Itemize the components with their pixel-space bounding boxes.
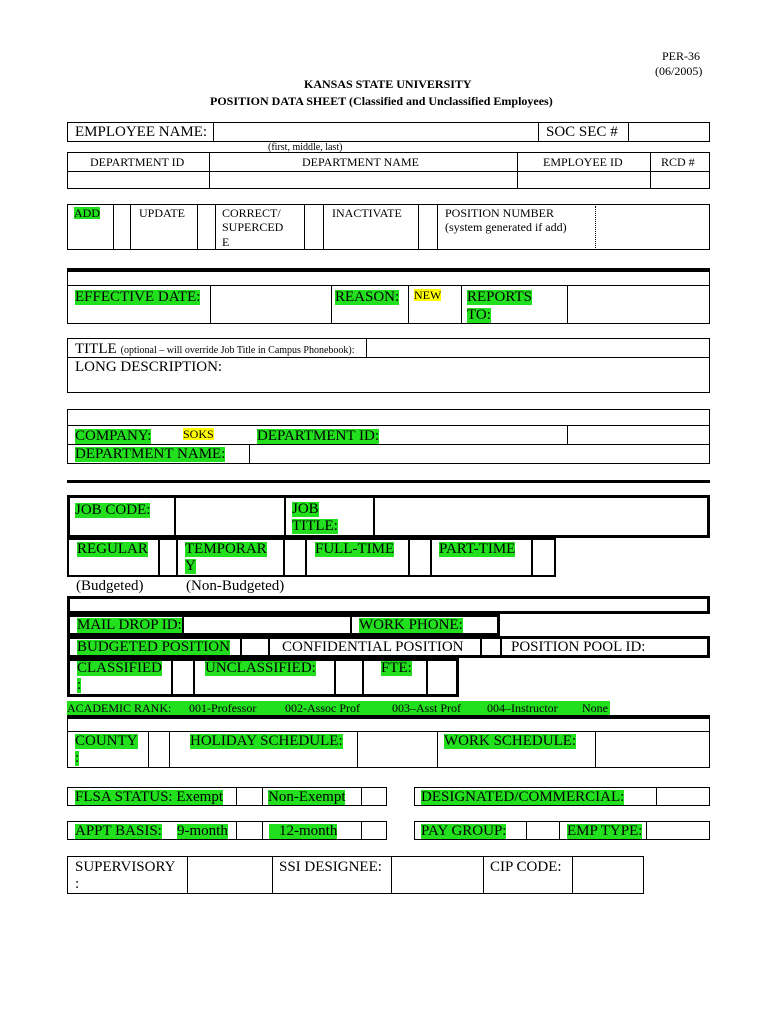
ssi-designee-label: SSI DESIGNEE: [279,859,382,875]
emp-type-field[interactable] [647,822,709,839]
position-number-note: (system generated if add) [445,220,567,234]
add-option: ADD [74,206,100,220]
emp-type-label: EMP TYPE: [567,823,643,839]
employee-id-field[interactable] [518,172,649,188]
pay-group-label: PAY GROUP: [421,823,507,839]
soc-sec-label: SOC SEC # [546,124,618,140]
twelve-month-option: 12-month [269,824,337,839]
rank-option-asst-prof[interactable]: 003–Asst Prof [392,701,462,715]
supervisory-label-line1: SUPERVISORY [75,859,176,875]
mail-drop-field[interactable] [185,617,349,633]
employee-name-label: EMPLOYEE NAME: [75,124,208,140]
department-id-field[interactable] [68,172,208,188]
nine-month-checkbox[interactable] [237,822,261,839]
position-spacer-row [67,596,710,614]
job-title-field[interactable] [367,339,709,356]
long-description-field[interactable] [68,376,709,392]
regular-checkbox[interactable] [160,540,175,575]
form-date: (06/2005) [655,64,703,78]
company-dept-id-label: DEPARTMENT ID: [257,428,380,444]
form-number: PER-36 [662,49,701,63]
county-field[interactable] [149,732,168,767]
rank-option-instructor[interactable]: 004–Instructor [487,701,558,715]
county-label-line1: COUNTY [75,733,138,749]
budgeted-note: (Budgeted) [76,578,144,594]
rcd-header: RCD # [661,155,695,169]
rank-option-assoc-prof[interactable]: 002-Assoc Prof [285,701,360,715]
rcd-field[interactable] [651,172,709,188]
full-time-option: FULL-TIME [315,541,395,557]
reports-to-field[interactable] [568,286,709,323]
job-title-label-line1: JOB [292,501,319,517]
fte-label: FTE: [381,660,412,676]
company-dept-name-field[interactable] [250,445,709,463]
confidential-position-checkbox[interactable] [483,639,499,655]
academic-rank-label: ACADEMIC RANK: [67,701,172,715]
inactivate-checkbox[interactable] [419,205,436,249]
effective-date-label: EFFECTIVE DATE: [75,289,201,305]
nine-month-option: 9-month [177,823,228,839]
budgeted-position-option: BUDGETED POSITION [77,639,230,655]
reports-to-label-line1: REPORTS [467,289,532,305]
pay-group-field[interactable] [527,822,558,839]
company-label: COMPANY: [75,428,152,444]
budgeted-position-checkbox[interactable] [243,639,267,655]
long-description-label: LONG DESCRIPTION: [75,359,223,375]
employee-id-header: EMPLOYEE ID [543,155,623,169]
effective-date-field[interactable] [211,286,330,323]
company-dept-name-label: DEPARTMENT NAME: [75,446,226,462]
soc-sec-field[interactable] [630,123,709,141]
work-phone-label: WORK PHONE: [359,617,463,633]
classified-checkbox[interactable] [173,661,192,694]
update-option: UPDATE [139,206,186,220]
confidential-position-option: CONFIDENTIAL POSITION [282,639,464,655]
rank-option-none[interactable]: None [582,701,608,715]
classified-option-line2: : [77,677,82,693]
unclassified-option: UNCLASSIFIED: [205,660,316,676]
part-time-option: PART-TIME [439,541,516,557]
ssi-designee-field[interactable] [392,857,482,893]
designated-commercial-field[interactable] [657,788,709,805]
employee-name-field[interactable] [215,123,537,141]
flsa-non-exempt-option: Non-Exempt [268,789,346,805]
company-value[interactable]: SOKS [183,427,214,441]
correct-option-line3: E [222,235,230,249]
reason-value[interactable]: NEW [414,288,442,302]
twelve-month-checkbox[interactable] [362,822,386,839]
regular-option: REGULAR [77,541,148,557]
position-pool-id-label: POSITION POOL ID: [511,639,646,655]
holiday-schedule-label: HOLIDAY SCHEDULE: [190,733,343,749]
inactivate-option: INACTIVATE [332,206,402,220]
rank-option-professor[interactable]: 001-Professor [189,701,257,715]
part-time-checkbox[interactable] [533,540,554,575]
flsa-exempt-option: FLSA STATUS: Exempt [75,789,223,805]
full-time-checkbox[interactable] [410,540,429,575]
correct-option-line2: SUPERCED [222,220,284,234]
mail-drop-label: MAIL DROP ID: [77,617,182,633]
job-title-label-line2: TITLE: [292,518,338,534]
fte-field[interactable] [428,661,456,694]
work-schedule-label: WORK SCHEDULE: [444,733,577,749]
temporary-option-line1: TEMPORAR [185,541,267,557]
designated-commercial-label: DESIGNATED/COMMERCIAL: [421,789,625,805]
page-title: POSITION DATA SHEET (Classified and Unclassified Employees) [210,94,553,108]
correct-checkbox[interactable] [305,205,322,249]
employee-name-hint: (first, middle, last) [268,142,343,153]
academic-rank-row [67,701,610,715]
temporary-checkbox[interactable] [285,540,304,575]
correct-option-line1: CORRECT/ [222,206,281,220]
flsa-exempt-checkbox[interactable] [237,788,261,805]
non-budgeted-note: (Non-Budgeted) [186,578,285,594]
supervisory-field[interactable] [188,857,271,893]
job-code-label: JOB CODE: [75,502,151,518]
position-number-label: POSITION NUMBER [445,206,555,220]
holiday-schedule-field[interactable] [358,732,436,767]
department-name-field[interactable] [210,172,516,188]
reason-label: REASON: [335,289,400,305]
company-dept-id-field[interactable] [405,426,566,443]
reports-to-label-line2: TO: [467,307,491,323]
job-title-label: TITLE (optional – will override Job Title in Campus Phonebook): [75,341,355,357]
flsa-non-exempt-checkbox[interactable] [362,788,386,805]
job-code-field[interactable] [177,498,283,535]
temporary-option-line2: Y [185,558,196,574]
unclassified-checkbox[interactable] [336,661,361,694]
add-checkbox[interactable] [114,205,129,249]
county-label-line2: : [75,750,80,766]
university-name: KANSAS STATE UNIVERSITY [304,77,472,91]
cip-code-label: CIP CODE: [490,859,562,875]
department-id-header: DEPARTMENT ID [90,155,185,169]
cip-code-field[interactable] [573,857,643,893]
department-name-header: DEPARTMENT NAME [302,155,419,169]
supervisory-label-line2: : [75,876,80,892]
job-title-note: (optional – will override Job Title in Campus Phonebook): [120,345,355,356]
job-title-value-field[interactable] [376,498,707,535]
update-checkbox[interactable] [198,205,214,249]
appt-basis-label: APPT BASIS: [75,823,162,839]
classified-option-line1: CLASSIFIED [77,660,163,676]
work-schedule-field[interactable] [596,732,709,767]
